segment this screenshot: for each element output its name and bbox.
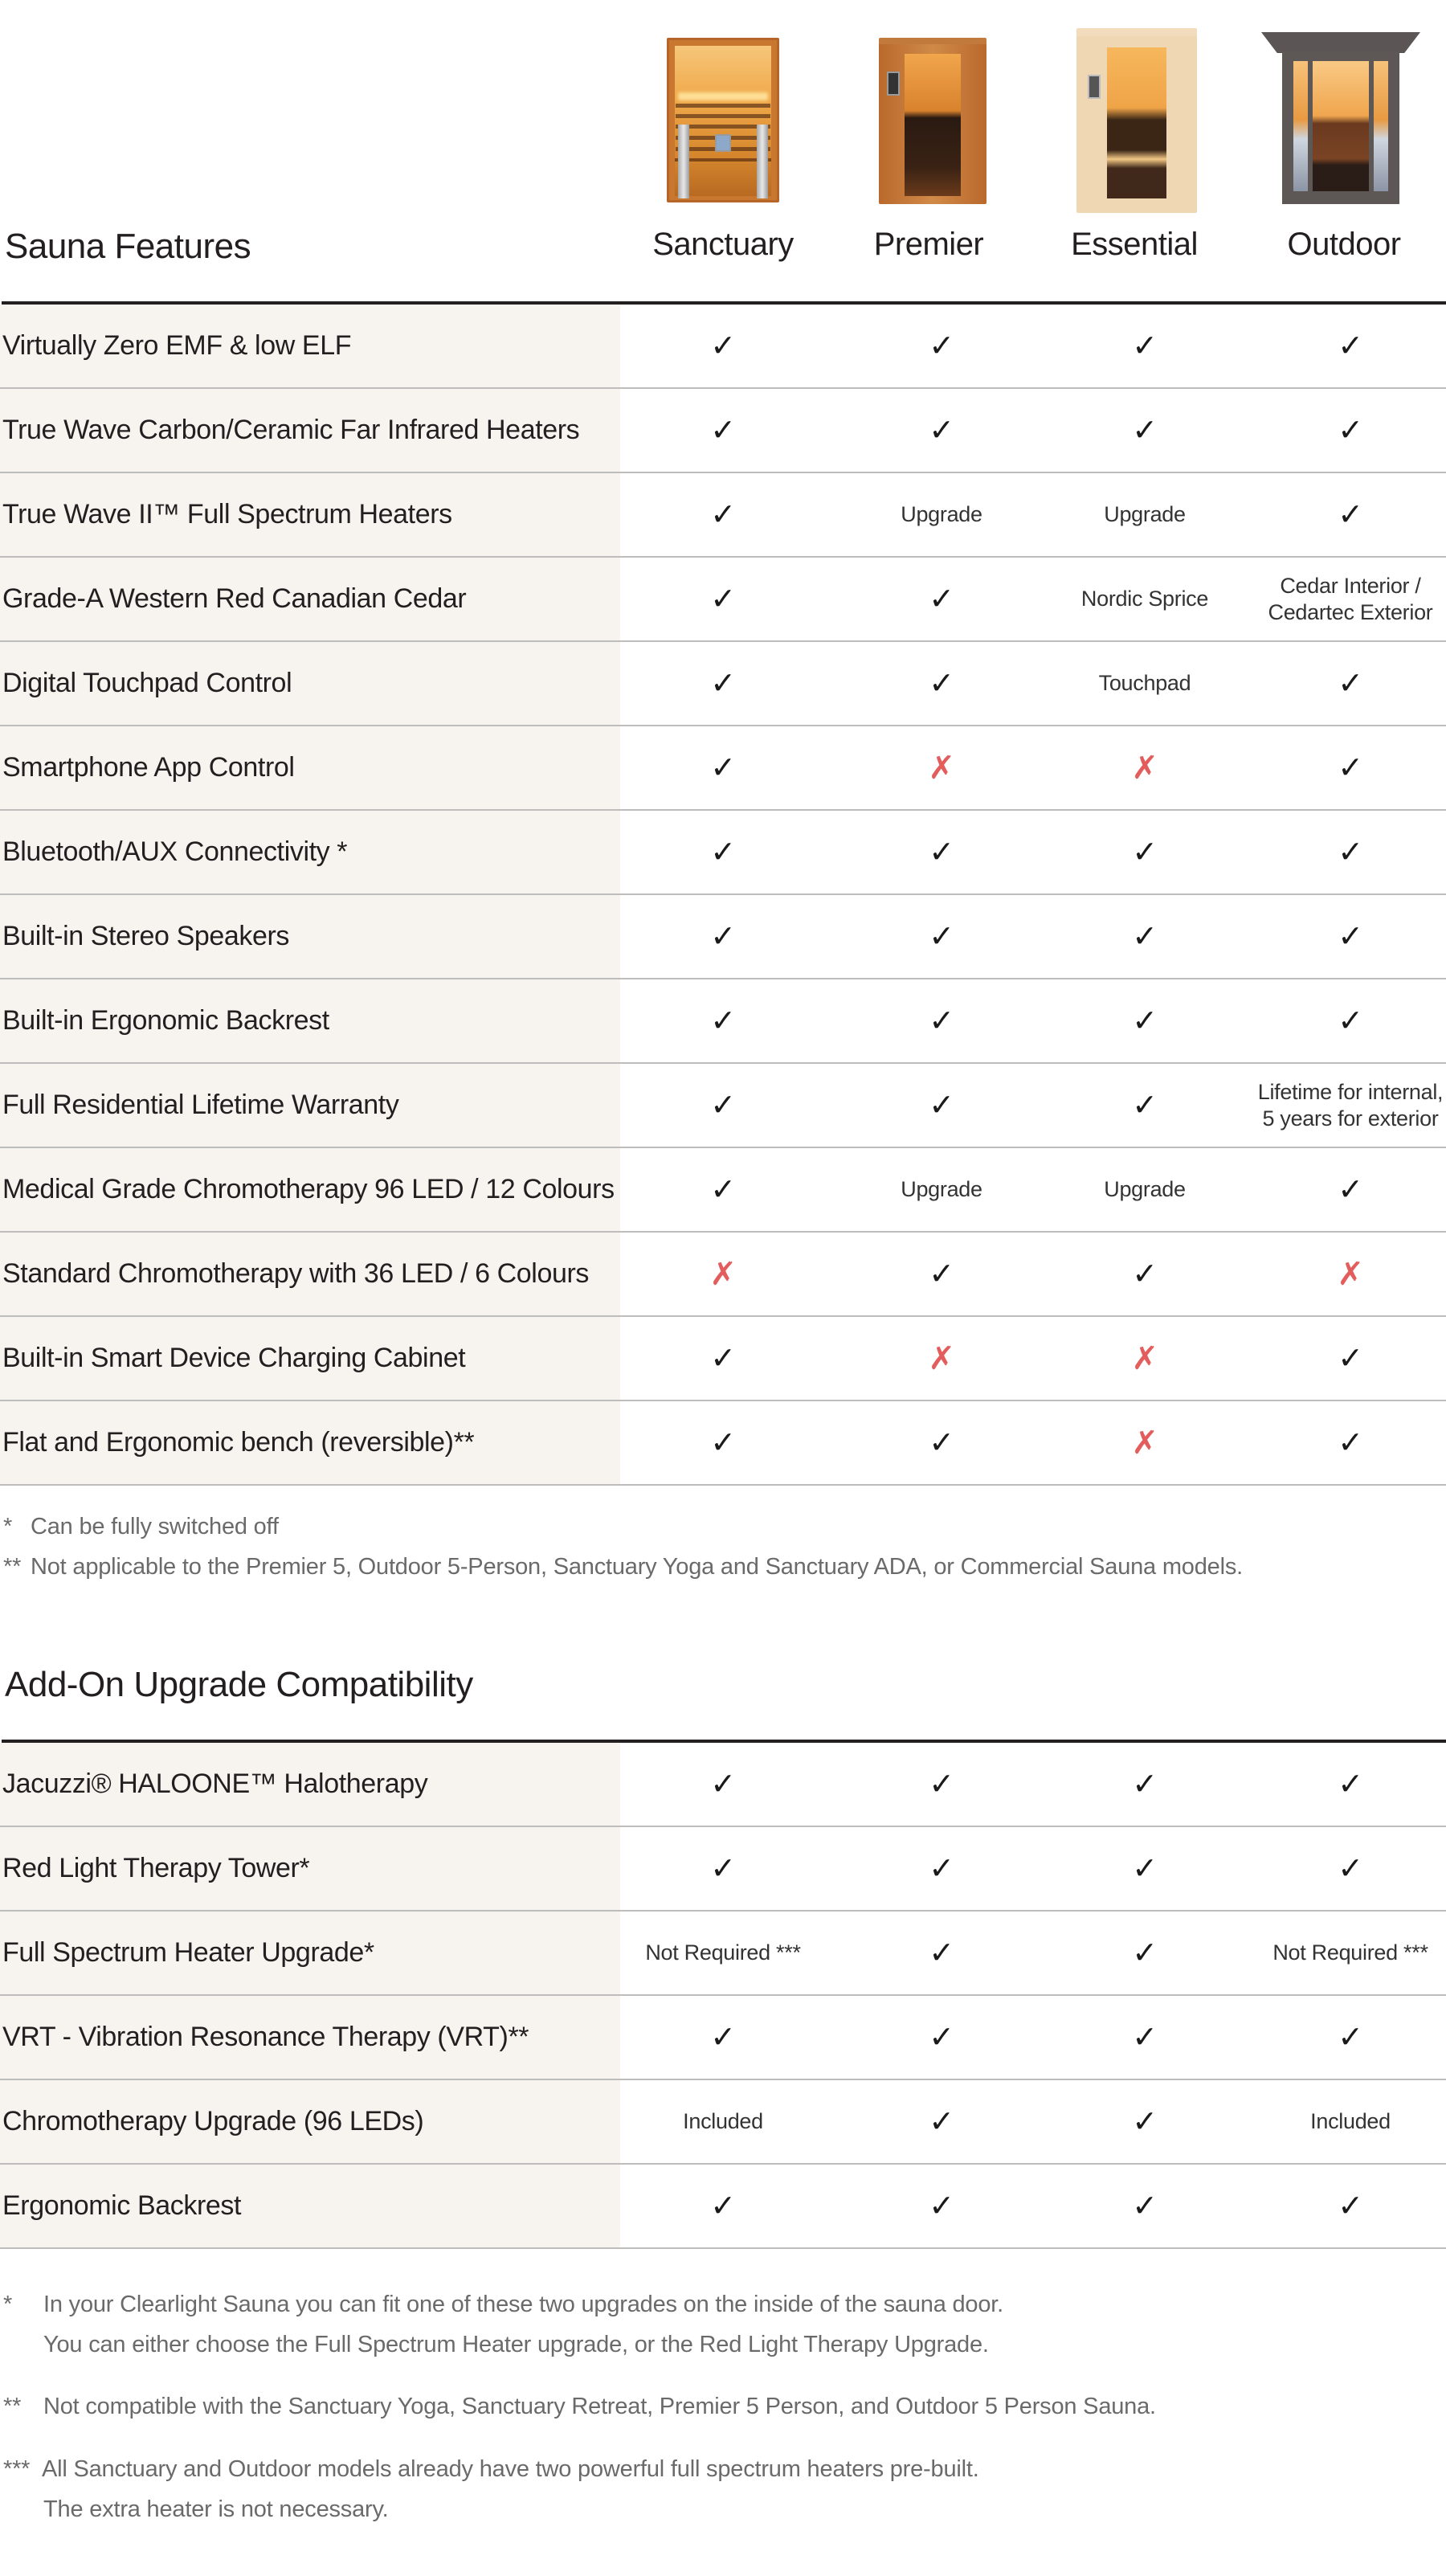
cell-premier [837,1317,1046,1400]
check-icon: ✓ [929,1424,954,1460]
cell-text: Not Required *** [1272,1940,1428,1965]
check-icon: ✓ [1338,664,1363,701]
footnote-mark: * [3,1514,13,1539]
cell-premier [837,1064,1046,1147]
feature-label: Smartphone App Control [0,726,620,809]
feature-label: Built-in Smart Device Charging Cabinet [0,1317,620,1400]
check-icon: ✓ [1338,1850,1363,1886]
cross-icon: ✗ [709,1255,737,1293]
cell-premier [837,979,1046,1062]
table-row [0,473,1446,558]
cell-outdoor [1254,1743,1446,1826]
feature-label: Ergonomic Backrest [0,2165,620,2247]
cell-sanctuary [619,1401,827,1484]
footnote-line: You can either choose the Full Spectrum Heater upgrade, or the Red Light Therapy Upgrade. [43,2332,989,2357]
cell-essential [1040,1233,1249,1315]
check-icon: ✓ [710,1002,736,1038]
footnote-mark: * [3,2292,13,2317]
cross-icon: ✗ [1131,1339,1158,1377]
check-icon: ✓ [929,1765,954,1801]
check-icon: ✓ [710,1424,736,1460]
footnote-line: The extra heater is not necessary. [43,2496,389,2522]
check-icon: ✓ [1132,918,1158,954]
cell-text: Nordic Sprice [1080,587,1209,611]
feature-label: VRT - Vibration Resonance Therapy (VRT)** [0,1996,620,2079]
footnote-text: Not applicable to the Premier 5, Outdoor 5-Person, Sanctuary Yoga and Sanctuary ADA, or Commercial Sauna models. [31,1554,1243,1580]
check-icon: ✓ [1338,327,1363,363]
feature-label: Chromotherapy Upgrade (96 LEDs) [0,2080,620,2163]
table-row [0,895,1446,979]
check-icon: ✓ [929,1934,954,1970]
cell-sanctuary [619,726,827,809]
cell-outdoor [1254,979,1446,1062]
cell-outdoor [1254,558,1446,640]
feature-label: Red Light Therapy Tower* [0,1827,620,1910]
cell-outdoor [1254,895,1446,978]
cell-essential [1040,1317,1249,1400]
table-row [0,1827,1446,1912]
cell-essential [1040,558,1249,640]
cell-essential [1040,1912,1249,1994]
cell-outdoor [1254,726,1446,809]
cell-premier [837,389,1046,472]
cell-sanctuary [619,979,827,1062]
feature-label: Flat and Ergonomic bench (reversible)** [0,1401,620,1484]
cell-outdoor [1254,2080,1446,2163]
cell-premier [837,1912,1046,1994]
cell-sanctuary [619,1233,827,1315]
check-icon: ✓ [710,1765,736,1801]
addons-section-title: Add-On Upgrade Compatibility [5,1665,473,1704]
check-icon: ✓ [929,2103,954,2139]
cell-essential [1040,811,1249,893]
feature-label: True Wave Carbon/Ceramic Far Infrared Heaters [0,389,620,472]
check-icon: ✓ [1338,1339,1363,1376]
table-row [0,1401,1446,1486]
cell-text: Lifetime for internal, 5 years for exterior [1257,1080,1444,1131]
check-icon: ✓ [929,1002,954,1038]
table-row [0,1996,1446,2080]
table-row [0,811,1446,895]
table-row [0,1743,1446,1827]
cell-essential [1040,1996,1249,2079]
check-icon: ✓ [710,411,736,448]
addon-footnote-not-compatible [3,2394,1369,2426]
table-row [0,2165,1446,2249]
cell-sanctuary [619,2165,827,2247]
outdoor-sauna-image [1261,32,1420,209]
cell-outdoor [1254,642,1446,725]
check-icon: ✓ [710,580,736,616]
addons-table [0,1743,1446,2249]
check-icon: ✓ [929,1086,954,1122]
check-icon: ✓ [1338,2187,1363,2223]
cell-premier [837,1233,1046,1315]
table-row [0,389,1446,473]
feature-label: Standard Chromotherapy with 36 LED / 6 Colours [0,1233,620,1315]
cross-icon: ✗ [1337,1255,1364,1293]
table-row [0,558,1446,642]
addon-footnote-single-upgrade [3,2292,1369,2364]
check-icon: ✓ [710,833,736,869]
sanctuary-sauna-image [667,38,779,202]
cell-essential [1040,389,1249,472]
cell-sanctuary [619,1743,827,1826]
table-row [0,979,1446,1064]
cross-icon: ✗ [928,1339,955,1377]
feature-label: Virtually Zero EMF & low ELF [0,305,620,387]
check-icon: ✓ [1132,2103,1158,2139]
feature-label: Bluetooth/AUX Connectivity * [0,811,620,893]
cell-essential [1040,979,1249,1062]
feature-label: Medical Grade Chromotherapy 96 LED / 12 Colours [0,1148,620,1231]
cell-essential [1040,1827,1249,1910]
cell-premier [837,1148,1046,1231]
feature-label: Full Spectrum Heater Upgrade* [0,1912,620,1994]
check-icon: ✓ [1338,833,1363,869]
check-icon: ✓ [710,327,736,363]
footnote-line: All Sanctuary and Outdoor models already have two powerful full spectrum heaters pre-built. [42,2456,979,2482]
cell-outdoor [1254,1317,1446,1400]
table-row [0,642,1446,726]
cell-premier [837,2080,1046,2163]
table-row [0,305,1446,389]
cell-essential [1040,473,1249,556]
cell-sanctuary [619,558,827,640]
cell-text: Upgrade [1104,502,1186,527]
cell-text: Touchpad [1098,671,1191,696]
cell-essential [1040,1401,1249,1484]
cell-premier [837,305,1046,387]
cell-text: Upgrade [1104,1177,1186,1202]
check-icon: ✓ [1338,749,1363,785]
cell-essential [1040,1148,1249,1231]
cell-essential [1040,1064,1249,1147]
check-icon: ✓ [1338,1424,1363,1460]
check-icon: ✓ [1132,2018,1158,2055]
cell-outdoor [1254,811,1446,893]
check-icon: ✓ [1132,1002,1158,1038]
feature-label: Digital Touchpad Control [0,642,620,725]
check-icon: ✓ [929,580,954,616]
check-icon: ✓ [1132,1850,1158,1886]
cell-outdoor [1254,2165,1446,2247]
cell-outdoor [1254,1912,1446,1994]
cell-sanctuary [619,895,827,978]
cell-outdoor [1254,1401,1446,1484]
cell-sanctuary [619,1996,827,2079]
check-icon: ✓ [710,1086,736,1122]
cell-premier [837,473,1046,556]
check-icon: ✓ [1338,411,1363,448]
cell-outdoor [1254,305,1446,387]
check-icon: ✓ [929,1850,954,1886]
column-header-sanctuary: Sanctuary [652,227,794,262]
footnote-line: In your Clearlight Sauna you can fit one of these two upgrades on the inside of the sauna door. [43,2292,1003,2317]
table-row [0,1148,1446,1233]
cell-essential [1040,726,1249,809]
cell-essential [1040,305,1249,387]
check-icon: ✓ [1338,1002,1363,1038]
cell-outdoor [1254,389,1446,472]
check-icon: ✓ [1132,1086,1158,1122]
cell-premier [837,1996,1046,2079]
footnote-text: Can be fully switched off [31,1514,279,1539]
cell-outdoor [1254,1996,1446,2079]
check-icon: ✓ [710,2187,736,2223]
check-icon: ✓ [1338,918,1363,954]
cell-sanctuary [619,305,827,387]
check-icon: ✓ [1338,1765,1363,1801]
check-icon: ✓ [1132,327,1158,363]
table-row [0,726,1446,811]
column-header-premier: Premier [873,227,984,262]
footnote-line: Not compatible with the Sanctuary Yoga, Sanctuary Retreat, Premier 5 Person, and Outdoor 5 Person Sauna. [43,2394,1156,2419]
check-icon: ✓ [929,918,954,954]
check-icon: ✓ [1132,411,1158,448]
features-table [0,305,1446,1486]
cell-premier [837,1401,1046,1484]
feature-label: Built-in Ergonomic Backrest [0,979,620,1062]
cell-essential [1040,2165,1249,2247]
check-icon: ✓ [1132,833,1158,869]
cell-text: Upgrade [901,502,982,527]
check-icon: ✓ [710,664,736,701]
check-icon: ✓ [929,833,954,869]
footnote-mark: ** [3,1554,22,1580]
addon-footnote-heaters-prebuilt [3,2456,1369,2529]
footnote-mark: *** [3,2456,31,2482]
check-icon: ✓ [929,2187,954,2223]
cell-essential [1040,642,1249,725]
cell-text: Included [683,2109,763,2134]
check-icon: ✓ [1132,1765,1158,1801]
cell-text: Included [1310,2109,1391,2134]
cell-premier [837,642,1046,725]
cell-sanctuary [619,473,827,556]
cell-sanctuary [619,2080,827,2163]
check-icon: ✓ [710,918,736,954]
footnote-mark: ** [3,2394,22,2419]
cell-sanctuary [619,811,827,893]
check-icon: ✓ [1132,1255,1158,1291]
check-icon: ✓ [929,2018,954,2055]
cell-outdoor [1254,1148,1446,1231]
cell-essential [1040,895,1249,978]
features-section-title: Sauna Features [5,227,251,266]
feature-label: Grade-A Western Red Canadian Cedar [0,558,620,640]
check-icon: ✓ [1132,2187,1158,2223]
check-icon: ✓ [929,327,954,363]
cell-premier [837,811,1046,893]
check-icon: ✓ [710,1339,736,1376]
cell-premier [837,1827,1046,1910]
premier-sauna-image [879,38,986,204]
table-row [0,1064,1446,1148]
cross-icon: ✗ [1131,749,1158,787]
check-icon: ✓ [710,1850,736,1886]
check-icon: ✓ [1338,2018,1363,2055]
check-icon: ✓ [710,2018,736,2055]
check-icon: ✓ [710,1171,736,1207]
footnote-not-applicable [3,1554,1243,1580]
cell-sanctuary [619,642,827,725]
footnote-switch-off [3,1514,279,1540]
cell-sanctuary [619,1317,827,1400]
cell-essential [1040,2080,1249,2163]
cell-premier [837,558,1046,640]
cell-premier [837,1743,1046,1826]
cell-sanctuary [619,1148,827,1231]
cell-outdoor [1254,473,1446,556]
cell-sanctuary [619,1827,827,1910]
cell-premier [837,895,1046,978]
cross-icon: ✗ [1131,1424,1158,1462]
feature-label: True Wave II™ Full Spectrum Heaters [0,473,620,556]
check-icon: ✓ [1132,1934,1158,1970]
table-row [0,2080,1446,2165]
check-icon: ✓ [710,749,736,785]
essential-sauna-image [1076,28,1197,213]
cell-sanctuary [619,1064,827,1147]
check-icon: ✓ [710,496,736,532]
cell-essential [1040,1743,1249,1826]
cell-text: Cedar Interior / Cedartec Exterior [1268,574,1433,624]
table-row [0,1912,1446,1996]
column-header-essential: Essential [1071,227,1198,262]
cell-outdoor [1254,1233,1446,1315]
cell-premier [837,726,1046,809]
table-row [0,1317,1446,1401]
check-icon: ✓ [929,664,954,701]
feature-label: Jacuzzi® HALOONE™ Halotherapy [0,1743,620,1826]
cell-sanctuary [619,1912,827,1994]
cell-text: Not Required *** [645,1940,801,1965]
column-header-outdoor: Outdoor [1287,227,1401,262]
cell-outdoor [1254,1827,1446,1910]
cell-premier [837,2165,1046,2247]
cell-text: Upgrade [901,1177,982,1202]
feature-label: Built-in Stereo Speakers [0,895,620,978]
feature-label: Full Residential Lifetime Warranty [0,1064,620,1147]
check-icon: ✓ [1338,1171,1363,1207]
check-icon: ✓ [1338,496,1363,532]
check-icon: ✓ [929,411,954,448]
cross-icon: ✗ [928,749,955,787]
cell-sanctuary [619,389,827,472]
table-row [0,1233,1446,1317]
check-icon: ✓ [929,1255,954,1291]
cell-outdoor [1254,1064,1446,1147]
